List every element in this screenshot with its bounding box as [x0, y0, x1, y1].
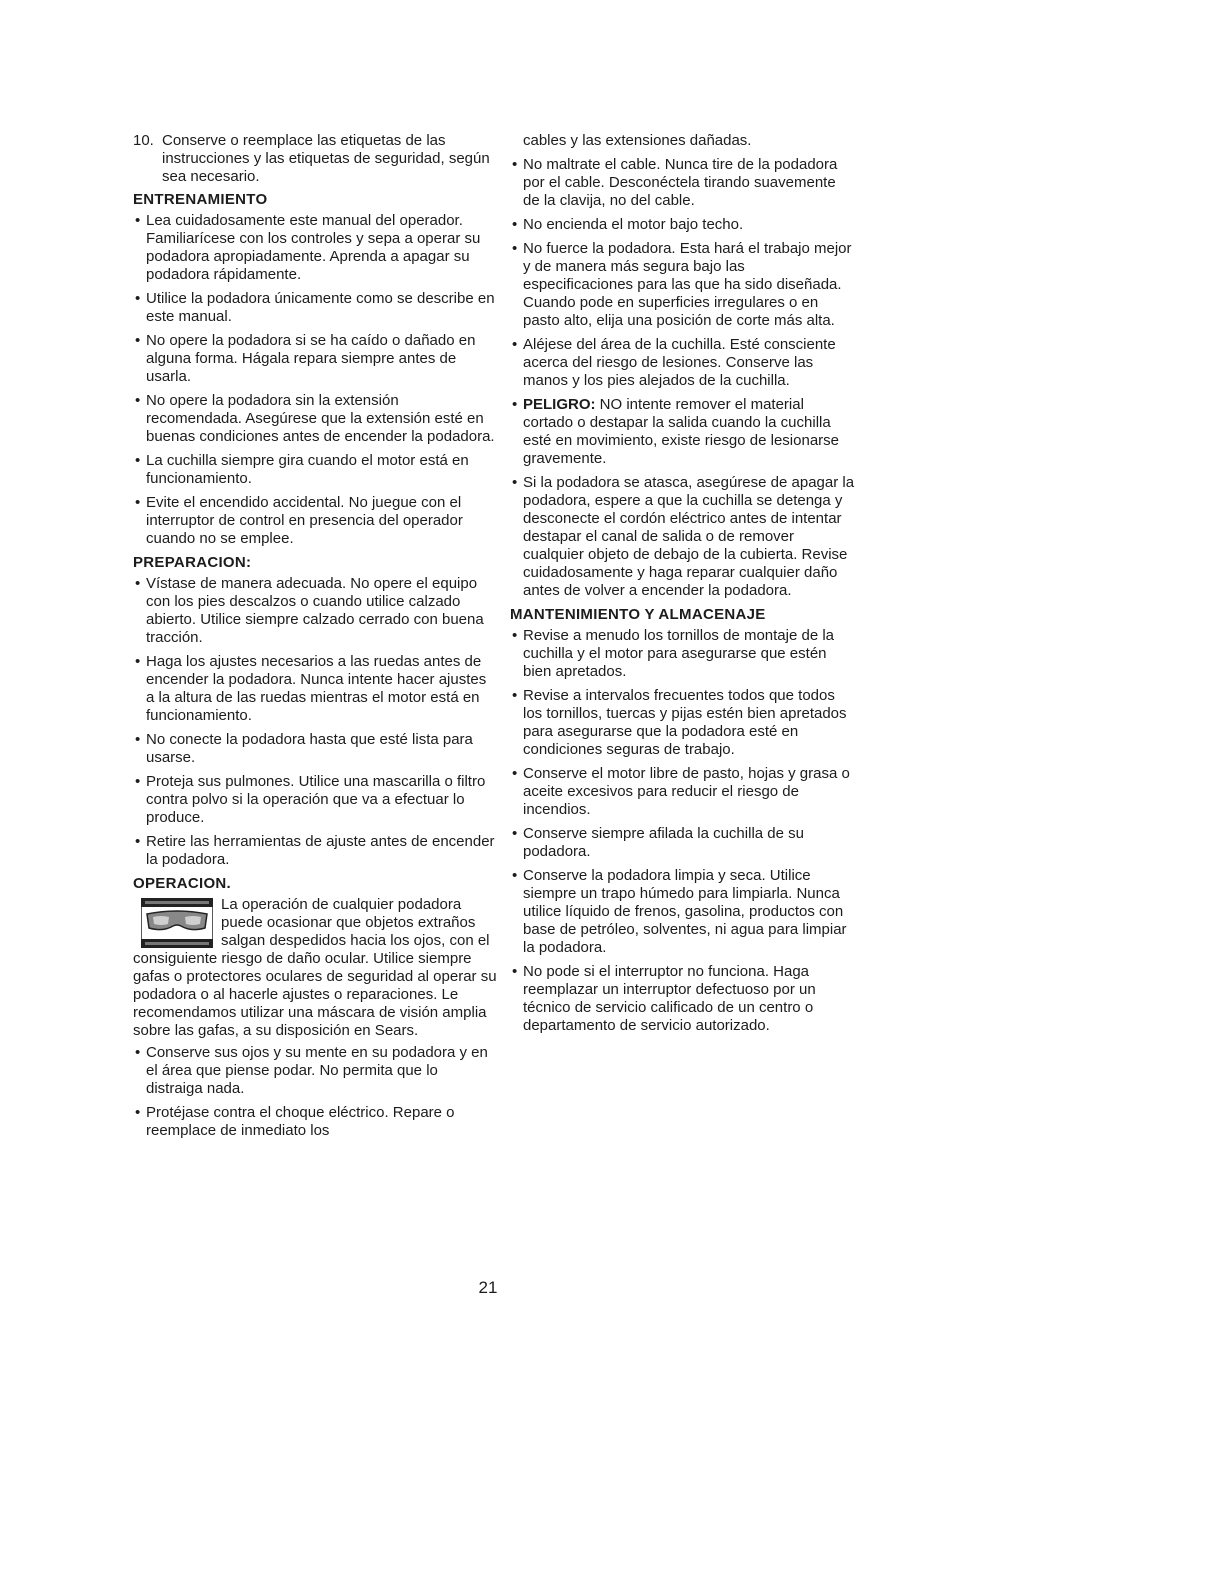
list-item: • No pode si el interruptor no funciona. Haga reemplazar un interruptor defectuoso por un técnico de servicio calificado de un centro o departamento de servicio autorizado.: [510, 963, 855, 1035]
page-number: 21: [478, 1278, 498, 1297]
list-item: • Utilice la podadora únicamente como se describe en este manual.: [133, 290, 498, 326]
item-10-text: Conserve o reemplace las etiquetas de las instrucciones y las etiquetas de seguridad, según sea necesario.: [162, 132, 490, 185]
operation-intro: [133, 896, 498, 1040]
operation-list: [133, 1044, 498, 1140]
list-item: • Vístase de manera adecuada. No opere el equipo con los pies descalzos o cuando utilice calzado abierto. Utilice siempre calzado cerrado con buena tracción.: [133, 575, 498, 647]
maintenance-heading: MANTENIMIENTO Y ALMACENAJE: [510, 606, 766, 623]
list-item: • Conserve el motor libre de pasto, hojas y grasa o aceite excesivos para reducir el riesgo de incendios.: [510, 765, 855, 819]
list-item: • Evite el encendido accidental. No juegue con el interruptor de control en presencia del operador cuando no se emplee.: [133, 494, 498, 548]
list-item: • Revise a menudo los tornillos de montaje de la cuchilla y el motor para asegurarse que estén bien apretados.: [510, 627, 855, 681]
list-item: • Retire las herramientas de ajuste antes de encender la podadora.: [133, 833, 498, 869]
item-10: [133, 132, 498, 186]
list-item: • No encienda el motor bajo techo.: [510, 216, 855, 234]
list-item: • Conserve siempre afilada la cuchilla de su podadora.: [510, 825, 855, 861]
training-list: [133, 212, 498, 548]
list-item: • Conserve sus ojos y su mente en su podadora y en el área que piense podar. No permita que lo distraiga nada.: [133, 1044, 498, 1098]
training-heading: ENTRENAMIENTO: [133, 191, 268, 208]
list-item: • No maltrate el cable. Nunca tire de la podadora por el cable. Desconéctela tirando suavemente de la clavija, no del cable.: [510, 156, 855, 210]
item-10-number: 10.: [133, 132, 154, 149]
list-item: • Proteja sus pulmones. Utilice una mascarilla o filtro contra polvo si la operación que va a efectuar lo produce.: [133, 773, 498, 827]
operation-heading: OPERACION.: [133, 875, 232, 892]
list-item: • No opere la podadora si se ha caído o dañado en alguna forma. Hágala repara siempre antes de usarla.: [133, 332, 498, 386]
list-item: • Haga los ajustes necesarios a las ruedas antes de encender la podadora. Nunca intente hacer ajustes a la altura de las ruedas mientras el motor está en funcionamiento.: [133, 653, 498, 725]
maintenance-list: [510, 627, 855, 1035]
safety-goggles-icon: [141, 898, 213, 948]
operation-intro-text: La operación de cualquier podadora puede ocasionar que objetos extraños salgan despedidos hacia los ojos, con el consiguiente riesgo de daño ocular. Utilice siempre gafas o protectores oculares de seguridad al operar su podadora o al hacerle ajustes o reparaciones. Le recomendamos utilizar una máscara de visión amplia sobre las gafas, a su disposición en Sears.: [133, 896, 497, 1039]
list-item: • Revise a intervalos frecuentes todos que todos los tornillos, tuercas y pijas estén bien apretados para asegurarse que la podadora esté en condiciones seguras de trabajo.: [510, 687, 855, 759]
list-item: • Aléjese del área de la cuchilla. Esté consciente acerca del riesgo de lesiones. Conserve las manos y los pies alejados de la cuchilla.: [510, 336, 855, 390]
list-item: • Conserve la podadora limpia y seca. Utilice siempre un trapo húmedo para limpiarla. Nunca utilice líquido de frenos, gasolina, productos con base de petróleo, solventes, ni agua para limpiar la podadora.: [510, 867, 855, 957]
list-item: • Lea cuidadosamente este manual del operador. Familiarícese con los controles y sepa a operar su podadora apropiadamente. Aprenda a apagar su podadora rápidamente.: [133, 212, 498, 284]
list-item: • No fuerce la podadora. Esta hará el trabajo mejor y de manera más segura bajo las especificaciones para las que ha sido diseñada. Cuando pode en superficies irregulares o en pasto alto, elija una posición de corte más alta.: [510, 240, 855, 330]
list-item: • La cuchilla siempre gira cuando el motor está en funcionamiento.: [133, 452, 498, 488]
danger-label: PELIGRO:: [523, 396, 596, 413]
danger-text: NO intente remover el material cortado o destapar la salida cuando la cuchilla esté en movimiento, existe riesgo de lesionarse gravemente.: [523, 396, 839, 467]
continuation-text: cables y las extensiones dañadas.: [523, 132, 752, 149]
list-item: • No conecte la podadora hasta que esté lista para usarse.: [133, 731, 498, 767]
danger-item: [510, 396, 855, 468]
preparation-heading: PREPARACION:: [133, 554, 252, 571]
preparation-list: [133, 575, 498, 869]
left-column: [133, 132, 498, 1146]
operation-list-continued: [510, 156, 855, 600]
list-item: • No opere la podadora sin la extensión recomendada. Asegúrese que la extensión esté en buenas condiciones antes de encender la podadora.: [133, 392, 498, 446]
list-item: • Si la podadora se atasca, asegúrese de apagar la podadora, espere a que la cuchilla se detenga y desconecte el cordón eléctrico antes de intentar destapar el canal de salida o de remover cualquier objeto de debajo de la cubierta. Revise cuidadosamente y haga reparar cualquier daño antes de volver a encender la podadora.: [510, 474, 855, 600]
list-item: • Protéjase contra el choque eléctrico. Repare o reemplace de inmediato los: [133, 1104, 498, 1140]
right-column: [510, 132, 855, 1041]
